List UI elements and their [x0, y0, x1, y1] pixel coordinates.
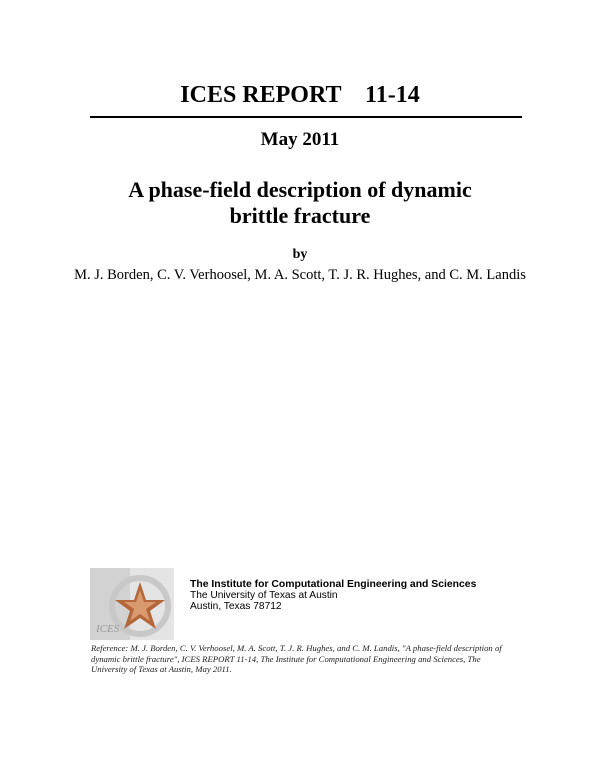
institute-name: The Institute for Computational Engineering and Sciences	[190, 579, 477, 590]
institute-address: Austin, Texas 78712	[190, 601, 282, 612]
reference-line-2: dynamic brittle fracture", ICES REPORT 11-14, The Institute for Computational Engineering and Sciences, The	[91, 653, 481, 664]
title-rule	[90, 116, 522, 118]
ices-logo	[90, 568, 174, 640]
institute-university: The University of Texas at Austin	[190, 590, 338, 601]
report-date: May 2011	[260, 129, 340, 150]
logo-text: ICES	[96, 623, 120, 635]
reference-citation	[91, 643, 521, 675]
reference-line-3: University of Texas at Austin, May 2011.	[91, 664, 232, 674]
ices-star-icon	[90, 568, 174, 640]
paper-title-line-1: A phase-field description of dynamic	[128, 177, 472, 202]
paper-title-line-2: brittle fracture	[229, 203, 371, 228]
report-title: ICES REPORT 11-14	[180, 82, 420, 108]
paper-title	[100, 177, 500, 229]
institute-block	[190, 579, 550, 612]
reference-line-1: Reference: M. J. Borden, C. V. Verhoosel, M. A. Scott, T. J. R. Hughes, and C. M. Landis, "A phase-field description of	[91, 643, 502, 653]
by-label: by	[292, 247, 308, 262]
authors: M. J. Borden, C. V. Verhoosel, M. A. Scott, T. J. R. Hughes, and C. M. Landis	[74, 267, 526, 283]
